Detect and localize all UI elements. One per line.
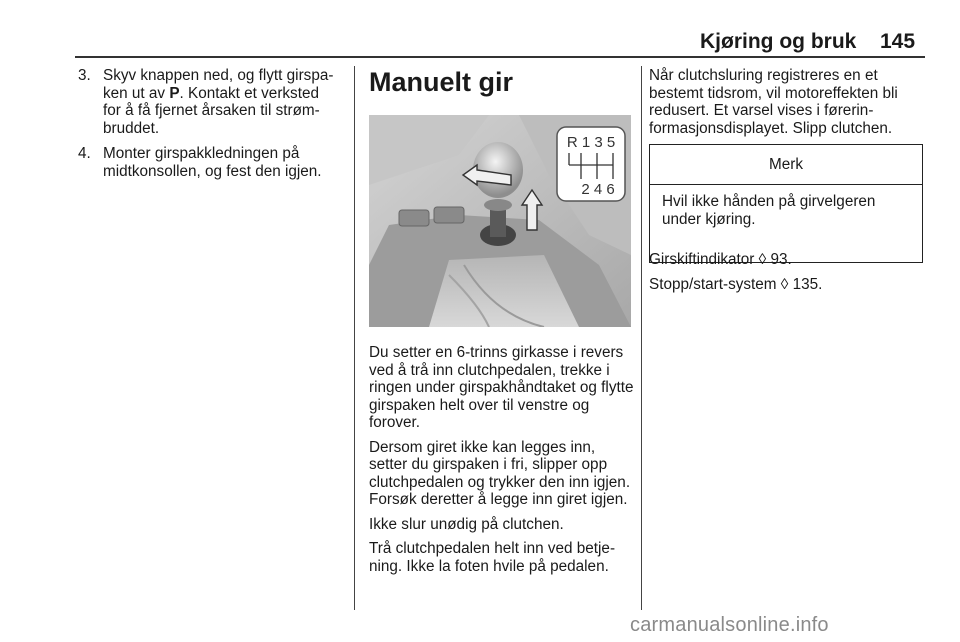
page-ref-icon: ◊: [780, 275, 789, 293]
paragraph: Ikke slur unødig på clutchen.: [369, 515, 564, 533]
gear-shift-photo: [369, 115, 631, 327]
right-column-intro: [649, 67, 929, 144]
paragraph: Dersom giret ikke kan legges inn, setter du girspaken i fri, slipper opp clutchpedalen og trykker den inn igjen. Forsøk deretter å legge inn giret igjen.: [369, 438, 631, 508]
list-text: Skyv knappen ned, og flytt girspa-ken ut av P. Kontakt et verksted for å få fjernet årsaken til strøm-bruddet.: [103, 67, 334, 137]
page-ref-icon: ◊: [758, 251, 767, 268]
list-number: 3.: [78, 67, 91, 84]
list-number: 4.: [78, 145, 91, 162]
column-divider-left: [354, 66, 355, 610]
watermark: carmanualsonline.info: [630, 614, 829, 636]
gear-pattern-top: R 1 3 5: [566, 134, 616, 151]
note-body: Hvil ikke hånden på girvelgeren under kjøring.: [662, 193, 876, 228]
list-item: [78, 67, 340, 137]
reference-link[interactable]: Stopp/start-system ◊ 135.: [649, 275, 823, 293]
column-divider-right: [641, 66, 642, 610]
paragraph: Trå clutchpedalen helt inn ved betje-ning. Ikke la foten hvile på pedalen.: [369, 540, 616, 575]
list-text: Monter girspakkledningen på midtkonsollen, og fest den igjen.: [103, 145, 322, 180]
page-number: 145: [880, 30, 916, 53]
cross-references: [649, 251, 925, 300]
note-title: Merk: [650, 145, 922, 185]
header-title: Kjøring og bruk: [700, 30, 857, 53]
gear-pattern-bottom: 2 4 6: [581, 181, 615, 198]
left-column: [78, 67, 340, 188]
middle-column-body: [369, 344, 635, 582]
header-rule: [75, 56, 925, 58]
list-item: [78, 145, 340, 180]
paragraph: Du setter en 6-trinns girkasse i revers ved å trå inn clutchpedalen, trekke i ringen under girspakhåndtaket og flytte girspaken helt over til venstre og forover.: [369, 344, 634, 431]
middle-column: [369, 67, 633, 97]
gear-p-label: P: [169, 84, 180, 102]
reference-link[interactable]: Girskiftindikator ◊ 93.: [649, 251, 792, 268]
note-box: [649, 144, 923, 263]
paragraph: Når clutchsluring registreres en et bestemt tidsrom, vil motoreffekten bli redusert. Et varsel vises i førerin-formasjonsdisplayet. Slipp clutchen.: [649, 67, 898, 137]
section-heading: Manuelt gir: [369, 67, 514, 97]
